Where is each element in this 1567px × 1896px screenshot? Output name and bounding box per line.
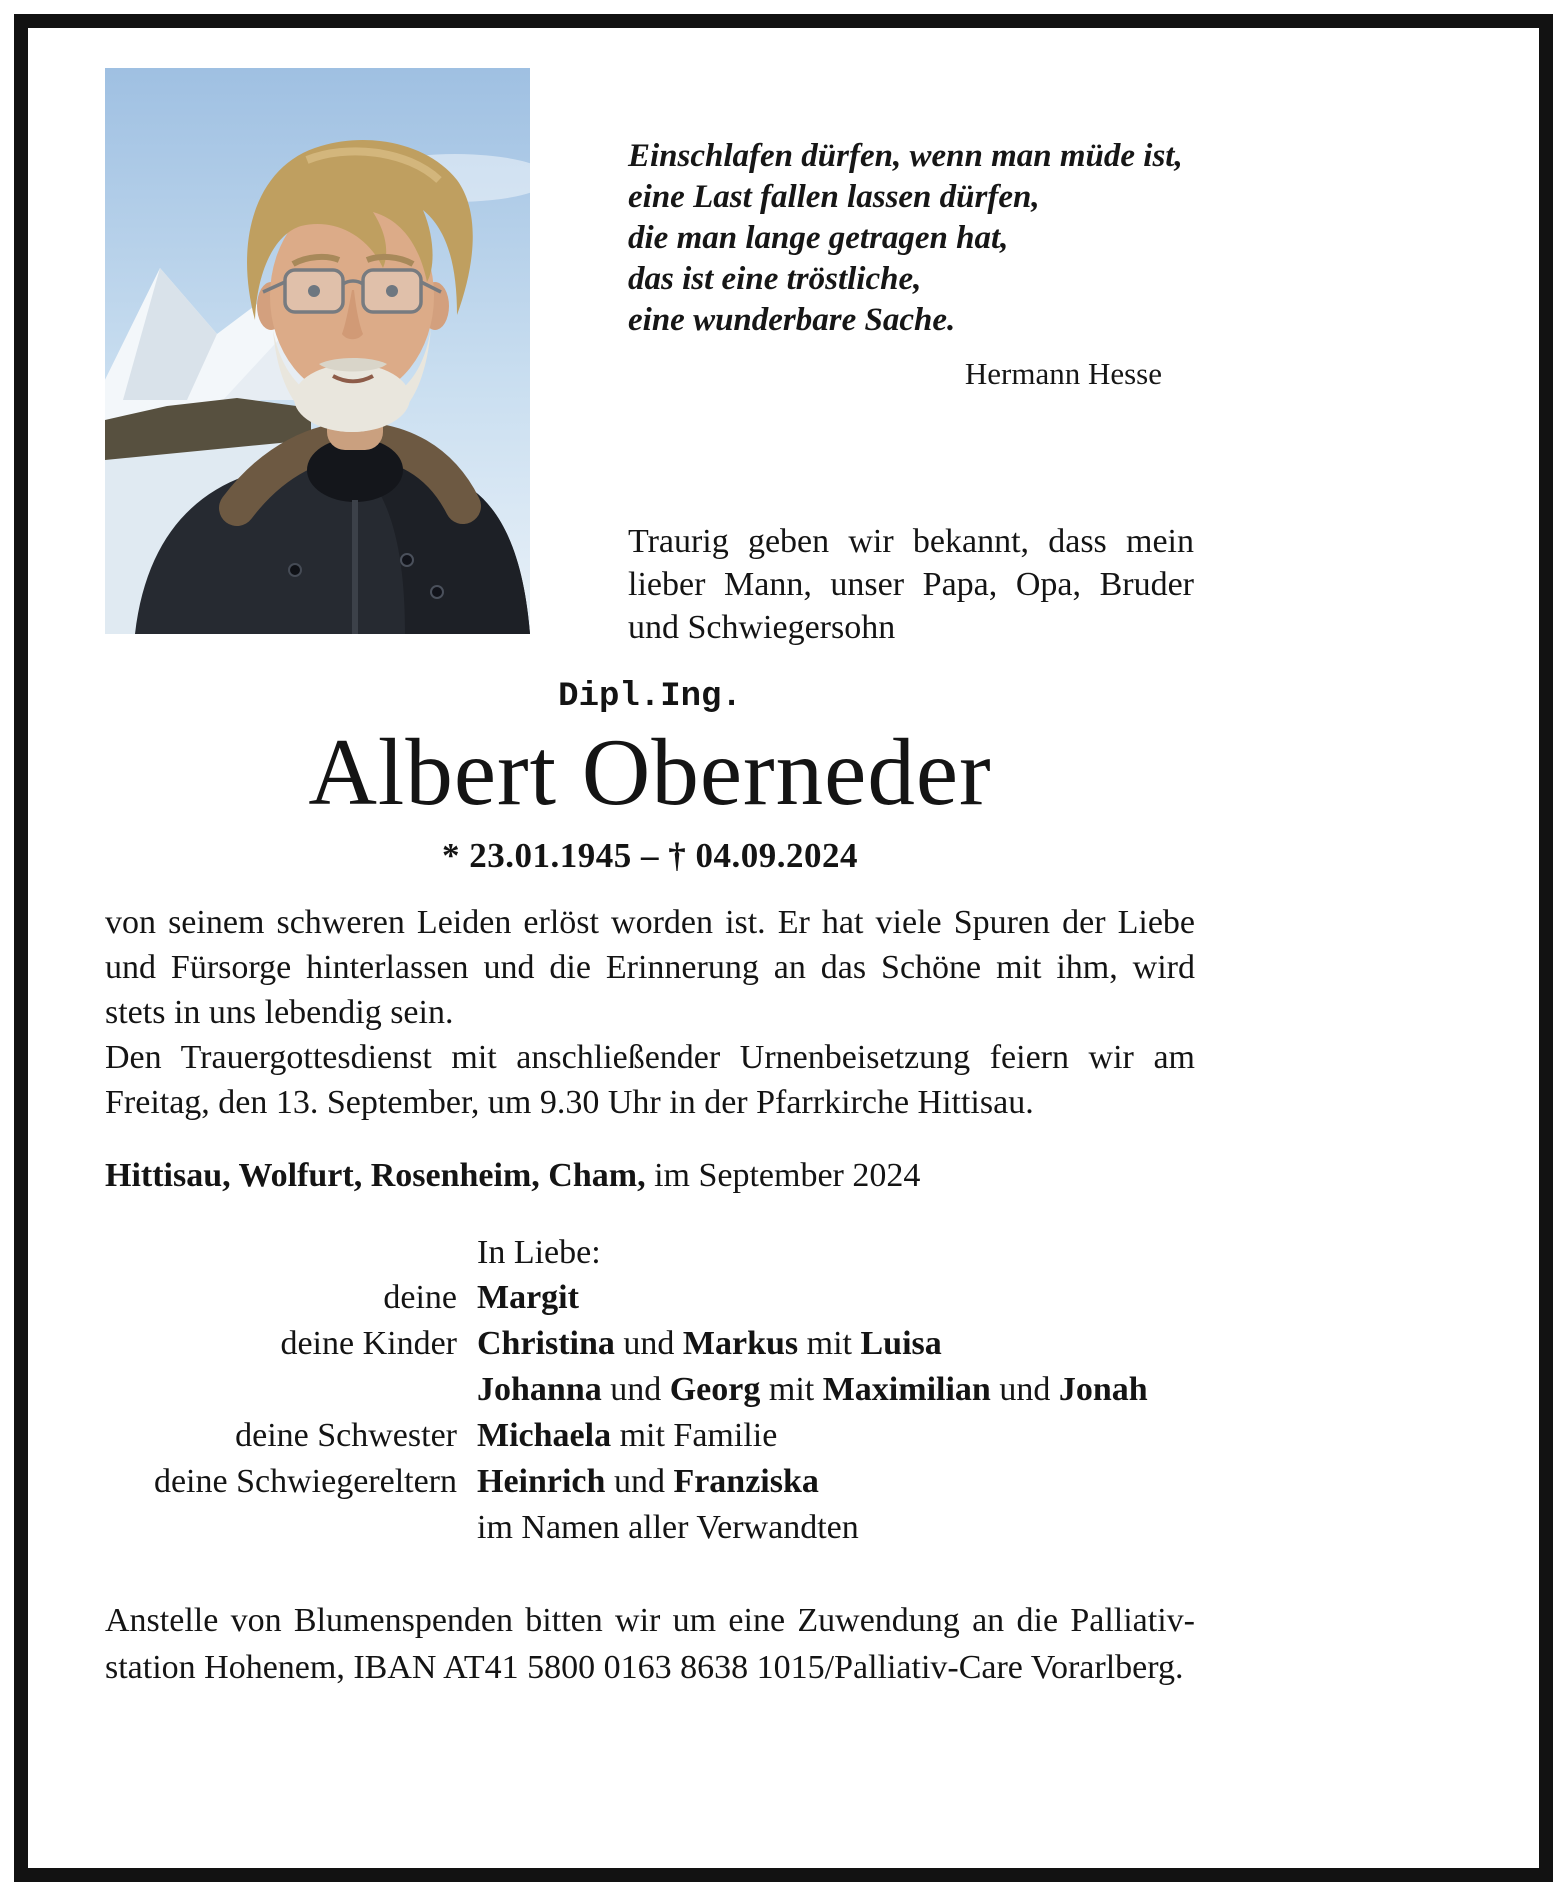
family-member-name: Heinrich bbox=[477, 1463, 606, 1500]
family-member-name: Maximilian bbox=[822, 1371, 991, 1408]
family-names bbox=[477, 1505, 1195, 1551]
donation-line: Anstelle von Blumenspenden bitten wir um eine Zuwendung an die Palliativ- bbox=[105, 1602, 1195, 1639]
announcement-line: lieber Mann, unser Papa, Opa, Bruder bbox=[628, 566, 1194, 603]
family-label: deine Kinder bbox=[280, 1325, 457, 1362]
body-line: und Fürsorge hinterlassen und die Erinnerung an das Schöne mit ihm, wird bbox=[105, 949, 1195, 986]
family-label bbox=[105, 1505, 457, 1551]
family-member-name: Luisa bbox=[860, 1325, 942, 1362]
family-connector: mit bbox=[798, 1325, 861, 1362]
deceased-block bbox=[105, 676, 1195, 876]
family-names bbox=[477, 1413, 1195, 1459]
announcement-line: Traurig geben wir bekannt, dass mein bbox=[628, 523, 1194, 560]
family-label: deine bbox=[383, 1279, 457, 1316]
family-connector: mit bbox=[760, 1371, 823, 1408]
family-connector: mit Familie bbox=[611, 1417, 778, 1454]
family-list bbox=[105, 1275, 1195, 1551]
quote-line: das ist eine tröstliche, bbox=[628, 261, 922, 297]
portrait-photo-graphic bbox=[105, 68, 530, 634]
dateline-date: im September 2024 bbox=[645, 1157, 921, 1194]
quote-line: die man lange getragen hat, bbox=[628, 220, 1009, 256]
announcement-line: und Schwiegersohn bbox=[628, 609, 896, 646]
deceased-name: Albert Oberneder bbox=[308, 719, 992, 825]
family-member-name: Markus bbox=[682, 1325, 799, 1362]
family-names bbox=[477, 1459, 1195, 1505]
family-member-name: Michaela bbox=[477, 1417, 612, 1454]
main-text-column bbox=[105, 900, 1195, 1691]
announcement-block bbox=[628, 520, 1194, 649]
family-heading: In Liebe: bbox=[477, 1234, 601, 1271]
family-member-name: Margit bbox=[477, 1279, 579, 1316]
body-line: von seinem schweren Leiden erlöst worden ist. Er hat viele Spuren der Liebe bbox=[105, 904, 1195, 941]
family-label bbox=[105, 1367, 457, 1413]
family-connector: und bbox=[605, 1463, 674, 1500]
family-label: deine Schwester bbox=[235, 1417, 457, 1454]
family-label: deine Schwiegereltern bbox=[153, 1463, 457, 1500]
family-block bbox=[105, 1230, 1195, 1551]
family-names bbox=[477, 1321, 1195, 1367]
body-line: stets in uns lebendig sein. bbox=[105, 994, 454, 1031]
quote-attribution: Hermann Hesse bbox=[964, 356, 1162, 391]
family-member-name: Franziska bbox=[673, 1463, 819, 1500]
life-dates: * 23.01.1945 – † 04.09.2024 bbox=[442, 836, 858, 875]
quote-line: eine Last fallen lassen dürfen, bbox=[628, 179, 1040, 215]
family-member-name: Christina bbox=[477, 1325, 615, 1362]
dateline-places: Hittisau, Wolfurt, Rosenheim, Cham, bbox=[105, 1157, 646, 1194]
quote-line: eine wunderbare Sache. bbox=[628, 302, 956, 338]
family-member-name: Jonah bbox=[1058, 1371, 1148, 1408]
body-paragraph-2 bbox=[105, 1035, 1195, 1125]
deceased-title: Dipl.Ing. bbox=[558, 678, 742, 716]
family-names bbox=[477, 1367, 1195, 1413]
family-member-name: Georg bbox=[669, 1371, 761, 1408]
family-connector: und bbox=[614, 1325, 683, 1362]
donation-line: station Hohenem, IBAN AT41 5800 0163 8638 1015/Palliativ-Care Vorarlberg. bbox=[105, 1649, 1184, 1686]
family-closing: im Namen aller Verwandten bbox=[477, 1509, 859, 1546]
family-member-name: Johanna bbox=[477, 1371, 602, 1408]
portrait-photo bbox=[105, 68, 530, 634]
family-names bbox=[477, 1275, 1195, 1321]
body-line: Den Trauergottesdienst mit anschließender Urnenbeisetzung feiern wir am bbox=[105, 1039, 1195, 1076]
body-paragraph-1 bbox=[105, 900, 1195, 1035]
family-connector: und bbox=[990, 1371, 1059, 1408]
body-line: Freitag, den 13. September, um 9.30 Uhr in der Pfarrkirche Hittisau. bbox=[105, 1084, 1034, 1121]
dateline bbox=[105, 1153, 1195, 1198]
family-connector: und bbox=[601, 1371, 670, 1408]
donation-note bbox=[105, 1597, 1195, 1691]
quote-line: Einschlafen dürfen, wenn man müde ist, bbox=[628, 138, 1183, 174]
quote-block bbox=[628, 136, 1190, 394]
